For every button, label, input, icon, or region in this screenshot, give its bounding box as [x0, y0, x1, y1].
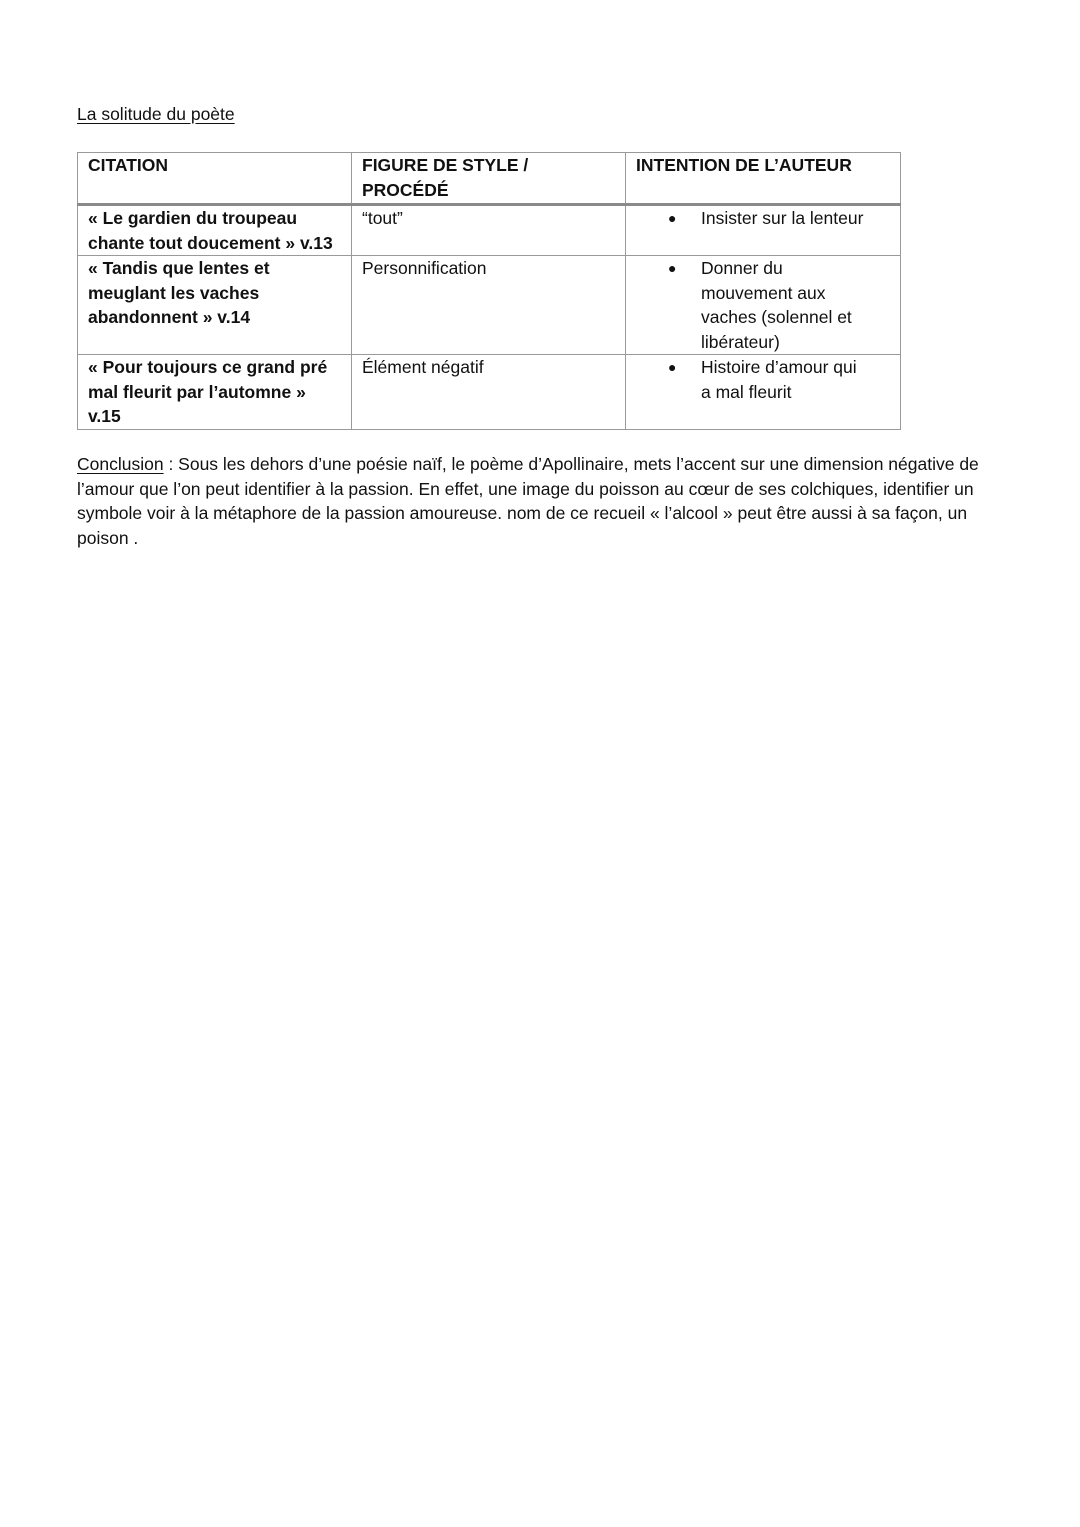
conclusion-paragraph: [77, 452, 1017, 550]
figure-cell: Personnification: [352, 256, 626, 355]
conclusion-text: : Sous les dehors d’une poésie naïf, le poème d’Apollinaire, mets l’accent sur une dimension négative de l’amour que l’on peut identifier à la passion. En effet, une image du poisson au cœur de ses colchiques, identifier un symbole voir à la métaphore de la passion amoureuse. nom de ce recueil « l’alcool » peut être aussi à sa façon, un poison .: [77, 454, 979, 548]
intention-text: Donner du mouvement aux vaches (solennel et libérateur): [701, 258, 852, 352]
intention-cell: [626, 256, 901, 355]
conclusion-label: Conclusion: [77, 454, 164, 474]
table-header-row: [78, 153, 901, 205]
table-row: [78, 355, 901, 430]
citation-cell: « Le gardien du troupeau chante tout doucement » v.13: [78, 205, 352, 256]
table-row: [78, 205, 901, 256]
section-title: La solitude du poète: [77, 104, 235, 124]
citation-cell: « Pour toujours ce grand pré mal fleurit par l’automne » v.15: [78, 355, 352, 430]
citation-cell: « Tandis que lentes et meuglant les vaches abandonnent » v.14: [78, 256, 352, 355]
analysis-table: [77, 152, 901, 430]
intention-cell: [626, 355, 901, 430]
header-citation: CITATION: [78, 153, 352, 205]
header-intention: INTENTION DE L’AUTEUR: [626, 153, 901, 205]
bullet-icon: ●: [668, 260, 677, 276]
header-figure: FIGURE DE STYLE / PROCÉDÉ: [352, 153, 626, 205]
figure-cell: Élément négatif: [352, 355, 626, 430]
figure-cell: “tout”: [352, 205, 626, 256]
intention-text: Insister sur la lenteur: [701, 208, 864, 228]
intention-cell: [626, 205, 901, 256]
bullet-icon: ●: [668, 210, 677, 226]
table-row: [78, 256, 901, 355]
intention-text: Histoire d’amour qui a mal fleurit: [701, 357, 857, 402]
bullet-icon: ●: [668, 359, 677, 375]
